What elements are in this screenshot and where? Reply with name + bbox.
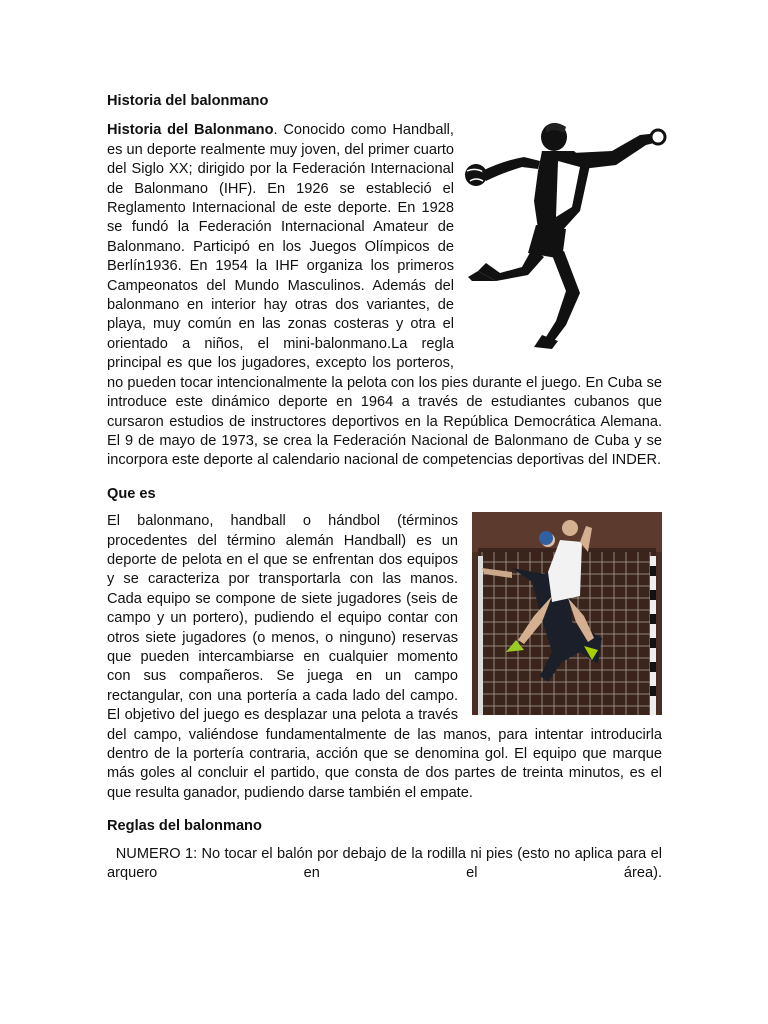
section-title-que-es: Que es — [107, 485, 156, 502]
rule-1-paragraph: NUMERO 1: No tocar el balón por debajo de la rodilla ni pies (esto no aplica para el arquero en el área). — [107, 845, 667, 882]
section-spacer — [107, 803, 662, 817]
document-title: Historia del balonmano — [107, 93, 269, 109]
section-title-reglas: Reglas del balonmano — [107, 818, 262, 835]
section-spacer — [107, 837, 662, 845]
que-es-paragraph: El balonmano, handball o hándbol (términos procedentes del término alemán Handball) es un deporte de pelota en el que se enfrentan dos equipos y se caracteriza por transportarla con las manos. Cada equipo se compone de siete jugadores (seis de campo y un portero), pudiendo el equipo contar con otros siete jugadores (o menos, o ninguno) reservas que pueden intercambiarse en cualquier momento con sus compañeros. Se juega en un campo rectangular, con una portería a cada lado del campo. El objetivo del juego es desplazar una pelota a través del campo, valiéndose fundamentalmente de las manos, para intentar introducirla dentro de la portería contraria, acción que se denomina gol. El equipo que marque más goles al concluir el partido, que consta de dos partes de treinta minutos, es el que resulta ganador, pudiendo darse también el empate. — [107, 513, 662, 801]
history-lead: Historia del Balonmano — [107, 122, 274, 139]
handball-match-photo — [472, 512, 662, 715]
section-spacer — [107, 471, 662, 485]
handball-player-silhouette-image — [462, 121, 672, 351]
section-spacer — [107, 504, 662, 512]
history-body: . Conocido como Handball, es un deporte realmente muy joven, del primer cuarto del Siglo XX; dirigido por la Federación Internacional de Balonmano (IHF). En 1926 se estableció el Reglamento Internacional de este deporte. En 1928 se fundó la Federación Internacional Amateur de Balonmano. Participó en los Juegos Olímpicos de Berlín1936. En 1954 la IHF organiza los primeros Campeonatos del Mundo Masculinos. Además del balonmano en interior hay otras dos variantes, de playa, muy común en las zonas costeras y otra el orientado a niños, el mini-balonmano.La regla principal es que los jugadores, excepto los porteros, no pueden tocar intencionalmente la pelota con los pies durante el juego. En Cuba se introduce este dinámico deporte en 1964 a través de estudiantes cubanos que cursaron estudios de instructores deportivos en la República Democrática Alemana. El 9 de mayo de 1973, se crea la Federación Nacional de Balonmano de Cuba y se incorpora este deporte al calendario nacional de competencias deportivas del INDER. — [107, 122, 662, 469]
document-page — [107, 92, 667, 883]
